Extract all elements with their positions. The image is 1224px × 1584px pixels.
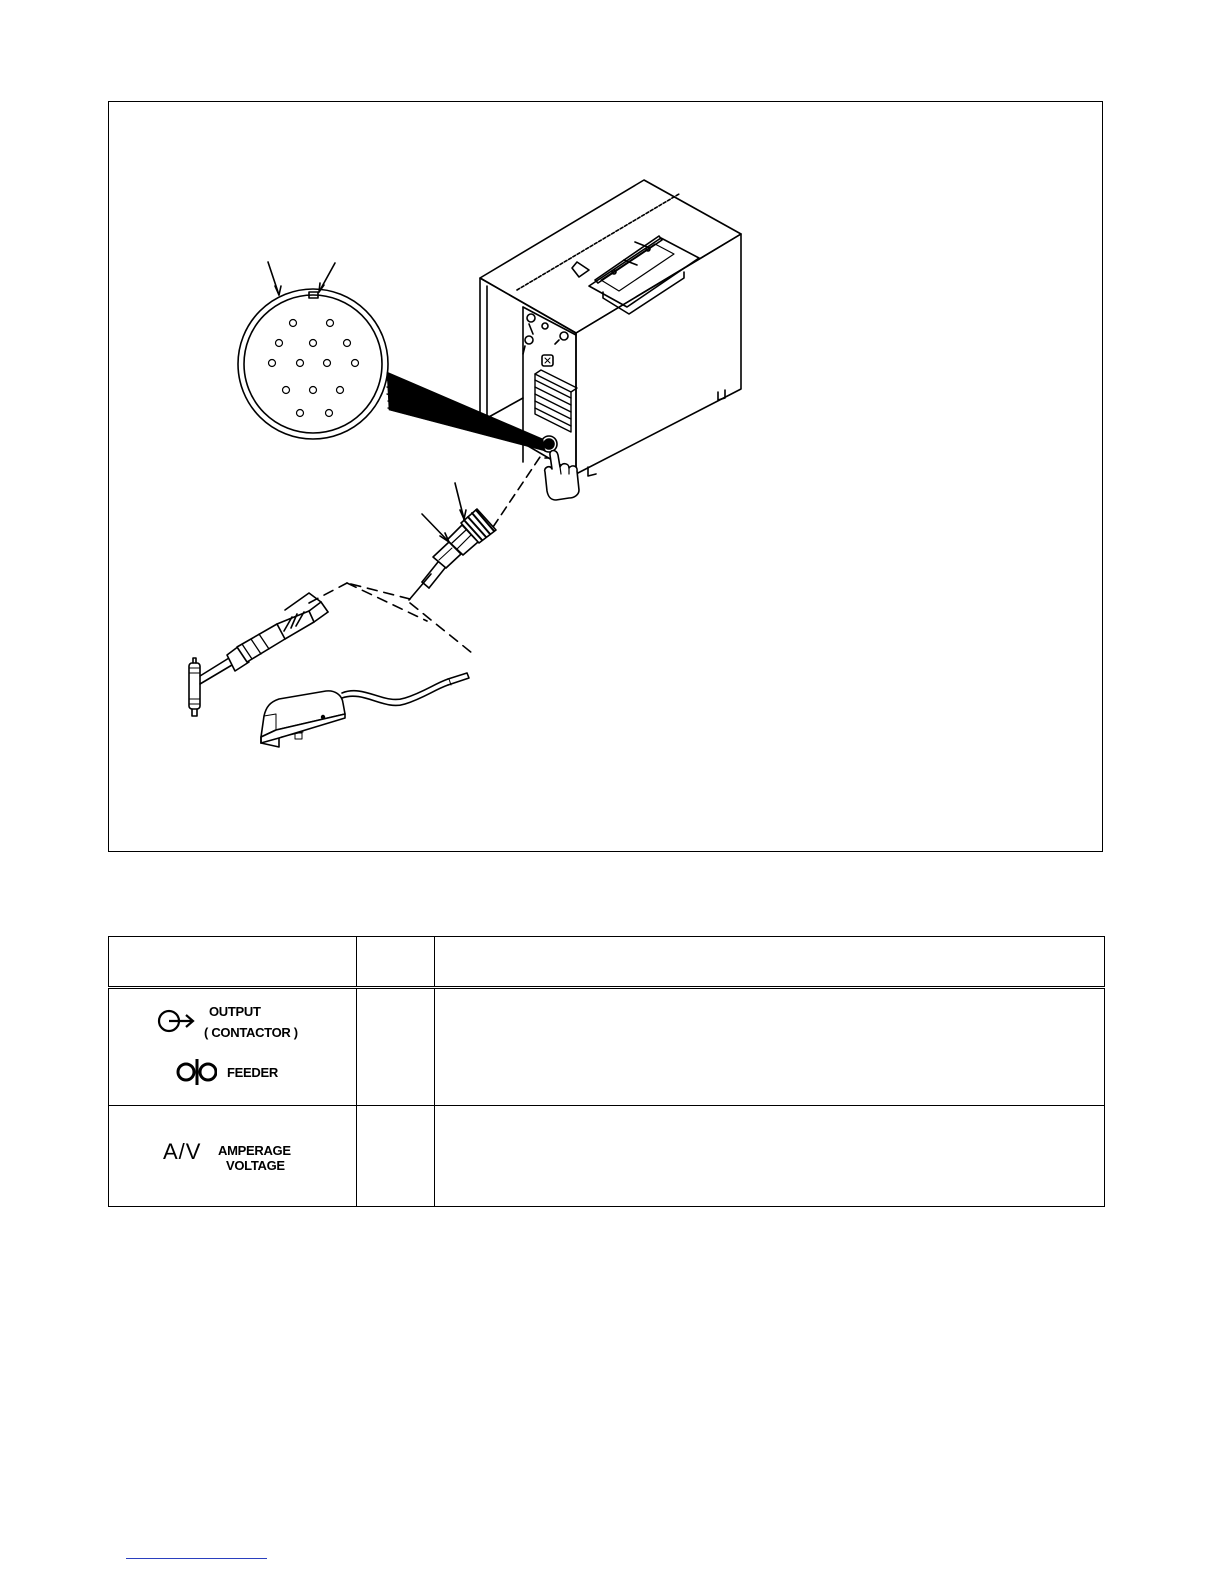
header-cell-symbol — [109, 937, 357, 988]
symbol-cell — [109, 1106, 357, 1207]
voltage-label: VOLTAGE — [226, 1158, 285, 1173]
information-cell — [435, 1106, 1105, 1207]
connection-diagram — [109, 102, 1104, 853]
remote-plug — [409, 454, 542, 600]
socket-cell — [357, 988, 435, 1106]
carry-handle — [572, 236, 699, 314]
output-contactor-icon — [157, 1005, 197, 1035]
projection-beams — [387, 372, 545, 451]
symbol-cell — [109, 988, 357, 1106]
amperage-label: AMPERAGE — [218, 1143, 291, 1158]
feeder-label: FEEDER — [227, 1065, 278, 1080]
connection-dashes — [309, 583, 472, 653]
header-cell-information — [435, 937, 1105, 988]
feeder-icon — [175, 1057, 217, 1087]
foot-control — [261, 673, 469, 747]
hand-pointer-icon — [545, 451, 579, 501]
contactor-label: ( CONTACTOR ) — [204, 1025, 298, 1040]
table-row — [109, 1106, 1105, 1207]
vent-louvers — [535, 370, 577, 432]
table-row — [109, 988, 1105, 1106]
footer-rule — [126, 1558, 267, 1559]
amperage-voltage-icon: A/V — [163, 1139, 202, 1164]
header-cell-socket — [357, 937, 435, 988]
information-cell — [435, 988, 1105, 1106]
table-header-row — [109, 937, 1105, 988]
output-label: OUTPUT — [209, 1004, 261, 1019]
reference-table — [108, 936, 1105, 1207]
figure-frame — [108, 101, 1103, 852]
socket-face-detail — [238, 262, 545, 451]
socket-cell — [357, 1106, 435, 1207]
